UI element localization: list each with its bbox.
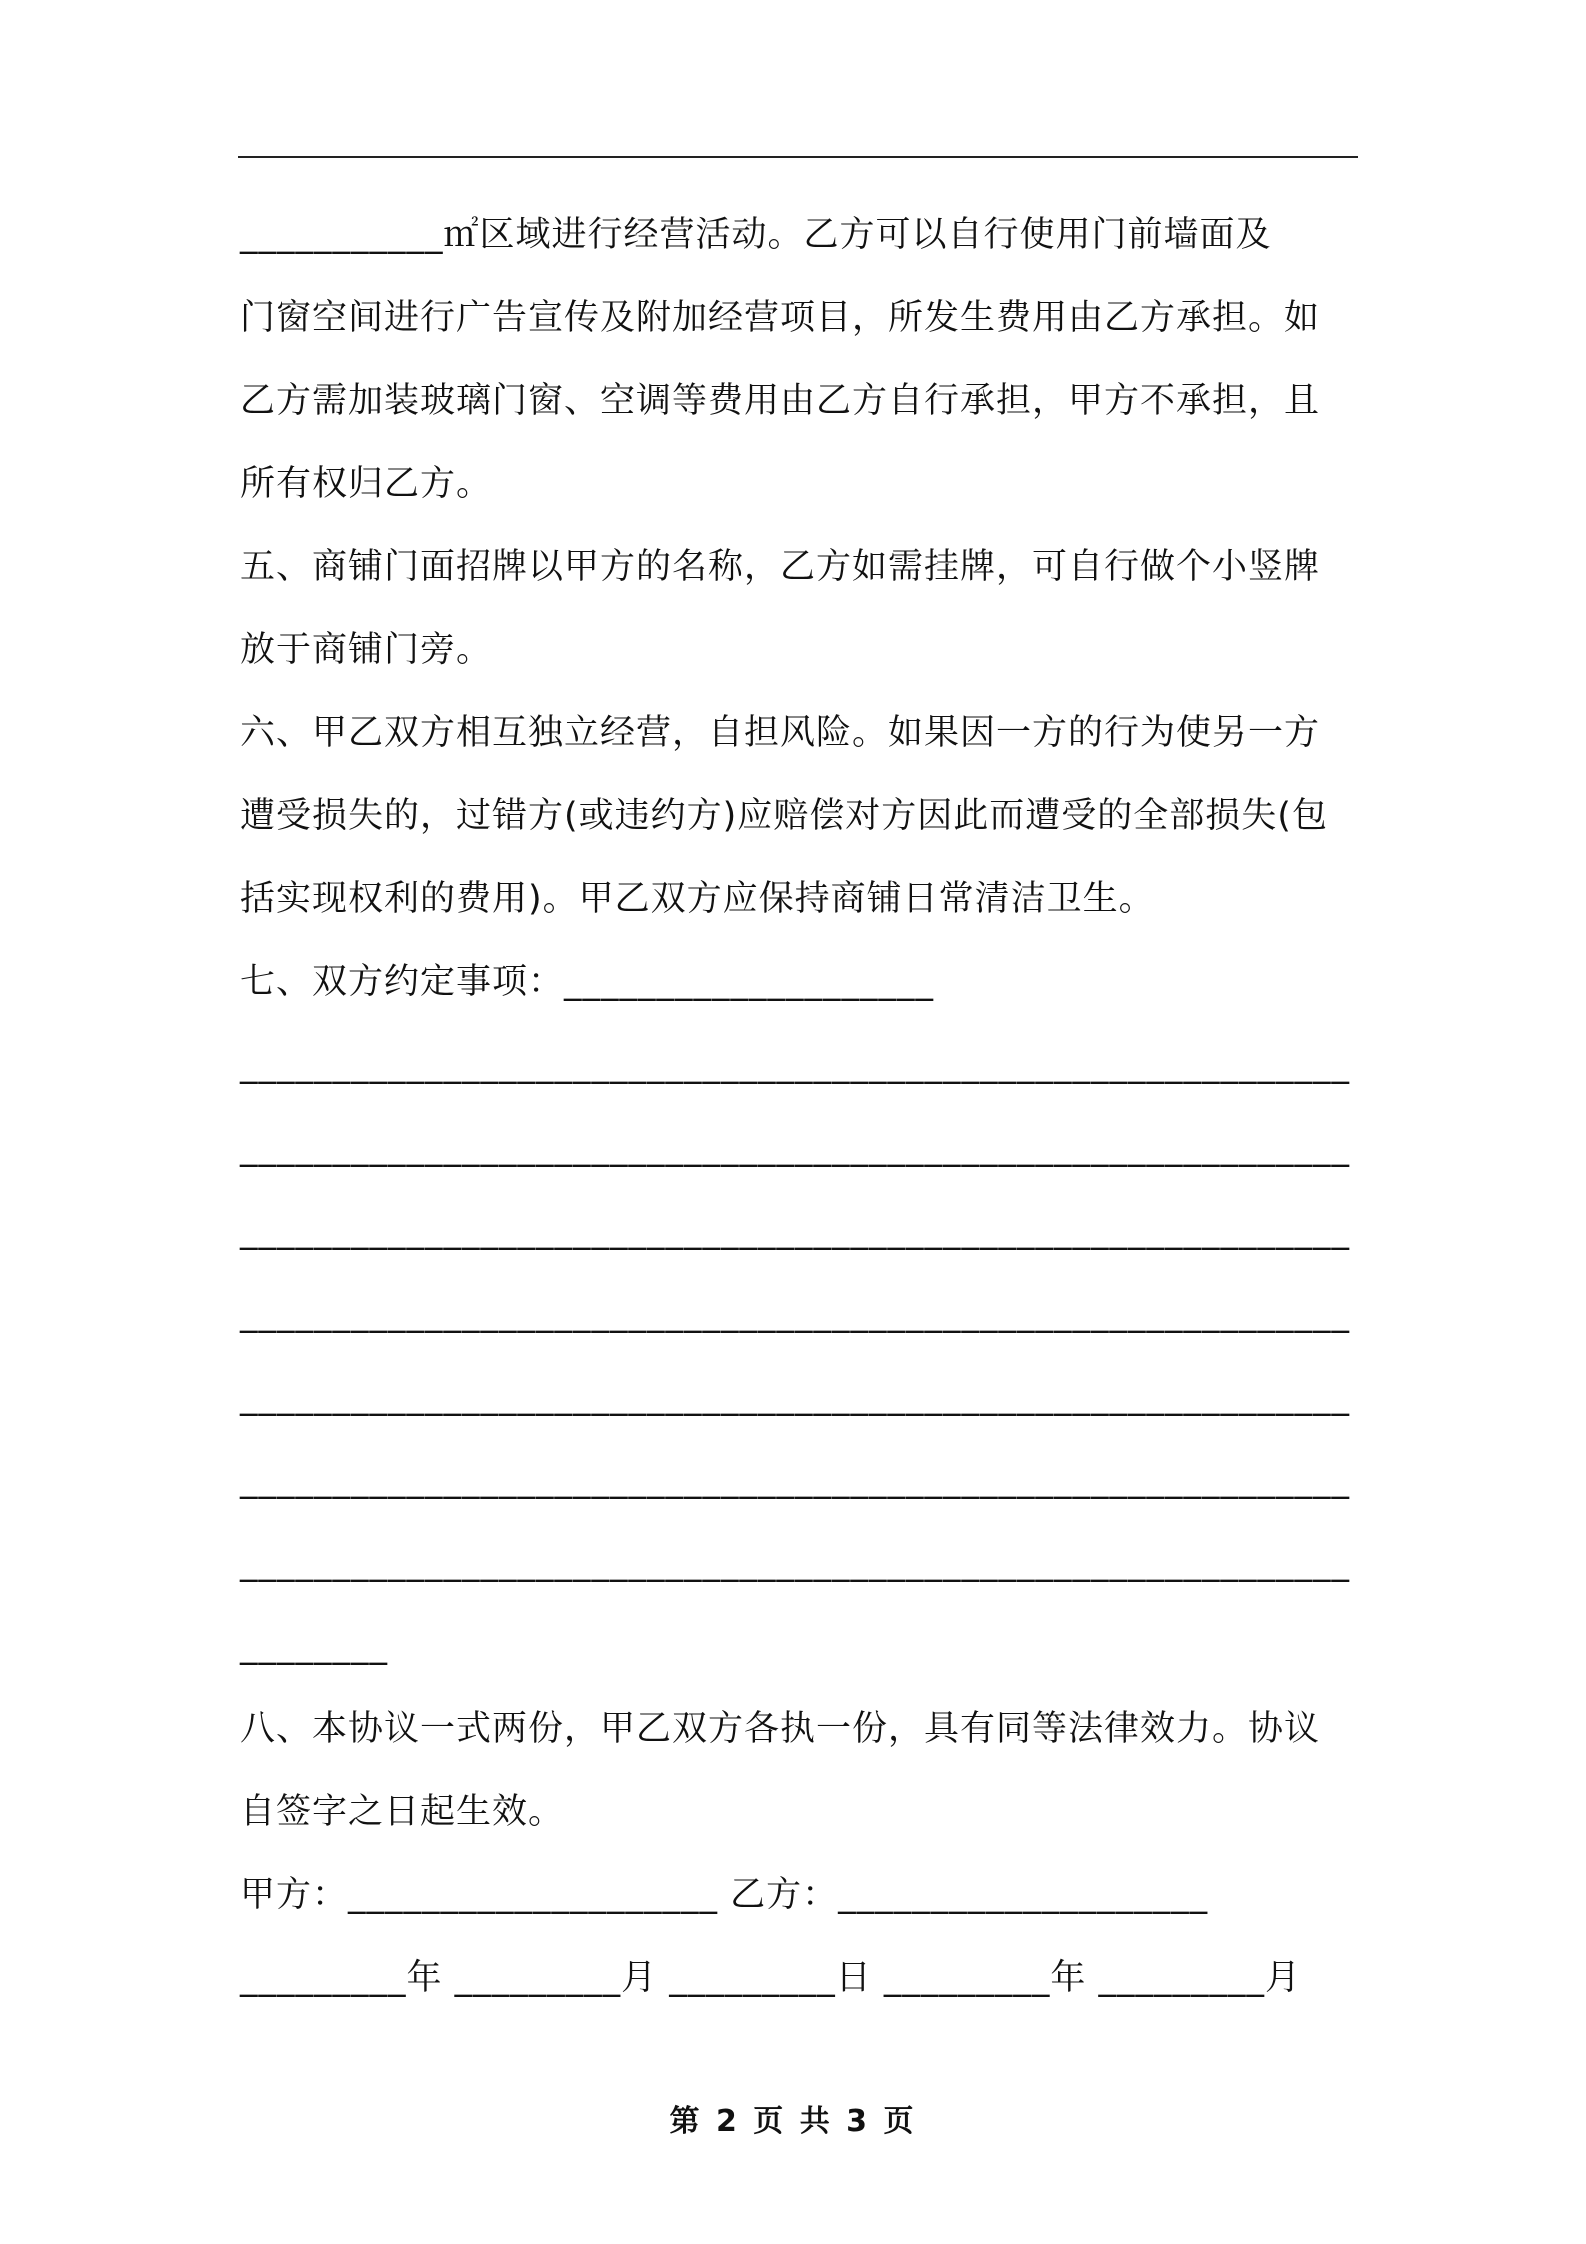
body-line-4: 所有权归乙方。 [240,464,493,504]
blank-line-2: ____________________________________________________________ [240,1128,1350,1168]
date-line: _________年 _________月 _________日 _________年 _________月 [240,1958,1302,1998]
blank-line-5: ____________________________________________________________ [240,1377,1350,1417]
signature-line: 甲方：____________________ 乙方：____________________ [240,1875,1209,1915]
clause-5-line-1: 五、商铺门面招牌以甲方的名称，乙方如需挂牌，可自行做个小竖牌 [240,547,1321,587]
blank-line-3: ____________________________________________________________ [240,1211,1350,1251]
blank-line-4: ____________________________________________________________ [240,1294,1350,1334]
clause-6-line-1: 六、甲乙双方相互独立经营，自担风险。如果因一方的行为使另一方 [240,713,1321,753]
clause-6-line-3: 括实现权利的费用)。甲乙双方应保持商铺日常清洁卫生。 [240,879,1155,919]
header-rule [238,156,1358,158]
clause-7-heading: 七、双方约定事项：____________________ [240,962,935,1002]
clause-8-line-2: 自签字之日起生效。 [240,1792,565,1832]
clause-6-line-2: 遭受损失的，过错方(或违约方)应赔偿对方因此而遭受的全部损失(包 [240,796,1328,836]
blank-line-6: ____________________________________________________________ [240,1460,1350,1500]
page-indicator: 第 2 页 共 3 页 [669,2104,917,2139]
blank-line-7: ____________________________________________________________ [240,1543,1350,1583]
body-line-2: 门窗空间进行广告宣传及附加经营项目，所发生费用由乙方承担。如 [240,298,1321,338]
body-line-1: ___________㎡区域进行经营活动。乙方可以自行使用门前墙面及 [240,215,1272,255]
body-line-3: 乙方需加装玻璃门窗、空调等费用由乙方自行承担，甲方不承担，且 [240,381,1321,421]
blank-line-8: ________ [240,1626,388,1666]
clause-8-line-1: 八、本协议一式两份，甲乙双方各执一份，具有同等法律效力。协议 [240,1709,1321,1749]
clause-5-line-2: 放于商铺门旁。 [240,630,493,670]
blank-line-1: ____________________________________________________________ [240,1045,1350,1085]
document-body [240,194,1360,2020]
